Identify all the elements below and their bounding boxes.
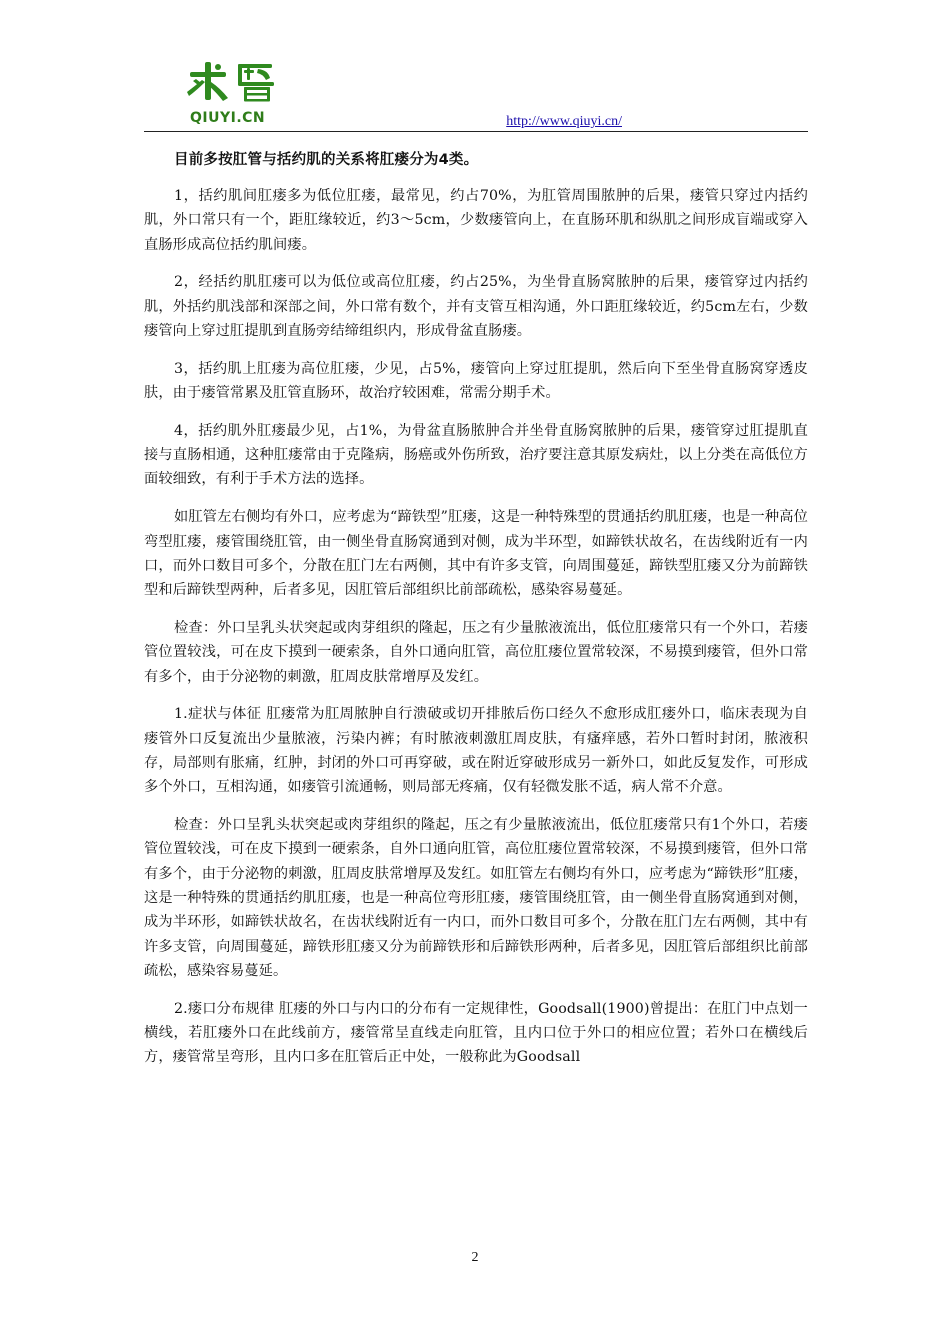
qiuyi-logo-graphic <box>184 58 294 128</box>
paragraph-2: 2，经括约肌肛瘘可以为低位或高位肛瘘，约占25%，为坐骨直肠窝脓肿的后果，瘘管穿过内括约肌，外括约肌浅部和深部之间，外口常有数个，并有支管互相沟通，外口距肛缘较近，约5cm左右，少数瘘管向上穿过肛提肌到直肠旁结缔组织内，形成骨盆直肠瘘。 <box>144 274 808 339</box>
logo-text: QIUYI.CN <box>190 110 266 126</box>
paragraph-4: 4，括约肌外肛瘘最少见，占1%，为骨盆直肠脓肿合并坐骨直肠窝脓肿的后果，瘘管穿过肛提肌直接与直肠相通，这种肛瘘常由于克隆病，肠癌或外伤所致，治疗要注意其原发病灶，以上分类在高低位方面较细致，有利于手术方法的选择。 <box>144 422 808 488</box>
page-header <box>144 58 808 134</box>
page-number: 2 <box>471 1250 479 1265</box>
paragraph-3: 3，括约肌上肛瘘为高位肛瘘，少见，占5%，瘘管向上穿过肛提肌，然后向下至坐骨直肠窝穿透皮肤，由于瘘管常累及肛管直肠环，故治疗较困难，常需分期手术。 <box>144 360 808 402</box>
paragraph-5: 如肛管左右侧均有外口，应考虑为“蹄铁型”肛瘘，这是一种特殊型的贯通括约肌肛瘘，也是一种高位弯型肛瘘，瘘管围绕肛管，由一侧坐骨直肠窝通到对侧，成为半环型，如蹄铁状故名，在齿线附近有一内口，而外口数目可多个，分散在肛门左右两侧，其中有许多支管，向周围蔓延，蹄铁型肛瘘又分为前蹄铁型和后蹄铁型两种，后者多见，因肛管后部组织比前部疏松，感染容易蔓延。 <box>144 509 808 599</box>
site-url-link[interactable]: http://www.qiuyi.cn/ <box>506 114 622 129</box>
paragraph-7: 1.症状与体征 肛瘘常为肛周脓肿自行溃破或切开排脓后伤口经久不愈形成肛瘘外口，临床表现为自瘘管外口反复流出少量脓液，污染内裤；有时脓液刺激肛周皮肤，有瘙痒感，若外口暂时封闭，脓液积存，局部则有胀痛，红肿，封闭的外口可再穿破，或在附近穿破形成另一新外口，如此反复发作，可形成多个外口，互相沟通，如瘘管引流通畅，则局部无疼痛，仅有轻微发胀不适，病人常不介意。 <box>144 706 808 796</box>
paragraph-8: 检查：外口呈乳头状突起或肉芽组织的隆起，压之有少量脓液流出，低位肛瘘常只有1个外口，若瘘管位置较浅，可在皮下摸到一硬索条，自外口通向肛管，高位肛瘘位置常较深，不易摸到瘘管，但外口常有多个，由于分泌物的刺激，肛周皮肤常增厚及发红。如肛管左右侧均有外口，应考虑为“蹄铁形”肛瘘，这是一种特殊的贯通括约肌肛瘘，也是一种高位弯形肛瘘，瘘管围绕肛管，由一侧坐骨直肠窝通到对侧，成为半环形，如蹄铁状故名，在齿状线附近有一内口，而外口数目可多个，分散在肛门左右两侧，其中有许多支管，向周围蔓延，蹄铁形肛瘘又分为前蹄铁形和后蹄铁形两种，后者多见，因肛管后部组织比前部疏松，感染容易蔓延。 <box>144 817 808 979</box>
paragraph-1: 1，括约肌间肛瘘多为低位肛瘘，最常见，约占70%，为肛管周围脓肿的后果，瘘管只穿过内括约肌，外口常只有一个，距肛缘较近，约3～5cm，少数瘘管向上，在直肠环肌和纵肌之间形成盲端或穿入直肠形成高位括约肌间瘘。 <box>144 188 808 253</box>
paragraph-6: 检查：外口呈乳头状突起或肉芽组织的隆起，压之有少量脓液流出，低位肛瘘常只有一个外口，若瘘管位置较浅，可在皮下摸到一硬索条，自外口通向肛管，高位肛瘘位置常较深，不易摸到瘘管，但外口常有多个，由于分泌物的刺激，肛周皮肤常增厚及发红。 <box>144 619 808 685</box>
document-body <box>144 148 808 1083</box>
paragraph-9: 2.瘘口分布规律 肛瘘的外口与内口的分布有一定规律性，Goodsall(1900)曾提出：在肛门中点划一横线，若肛瘘外口在此线前方，瘘管常呈直线走向肛管，且内口位于外口的相应位置；若外口在横线后方，瘘管常呈弯形，且内口多在肛管后正中处，一般称此为Goodsall <box>144 1000 808 1066</box>
header-divider <box>144 131 808 132</box>
qiuyi-logo[interactable] <box>184 58 294 128</box>
document-title: 目前多按肛管与括约肌的关系将肛瘘分为4类。 <box>174 152 479 168</box>
